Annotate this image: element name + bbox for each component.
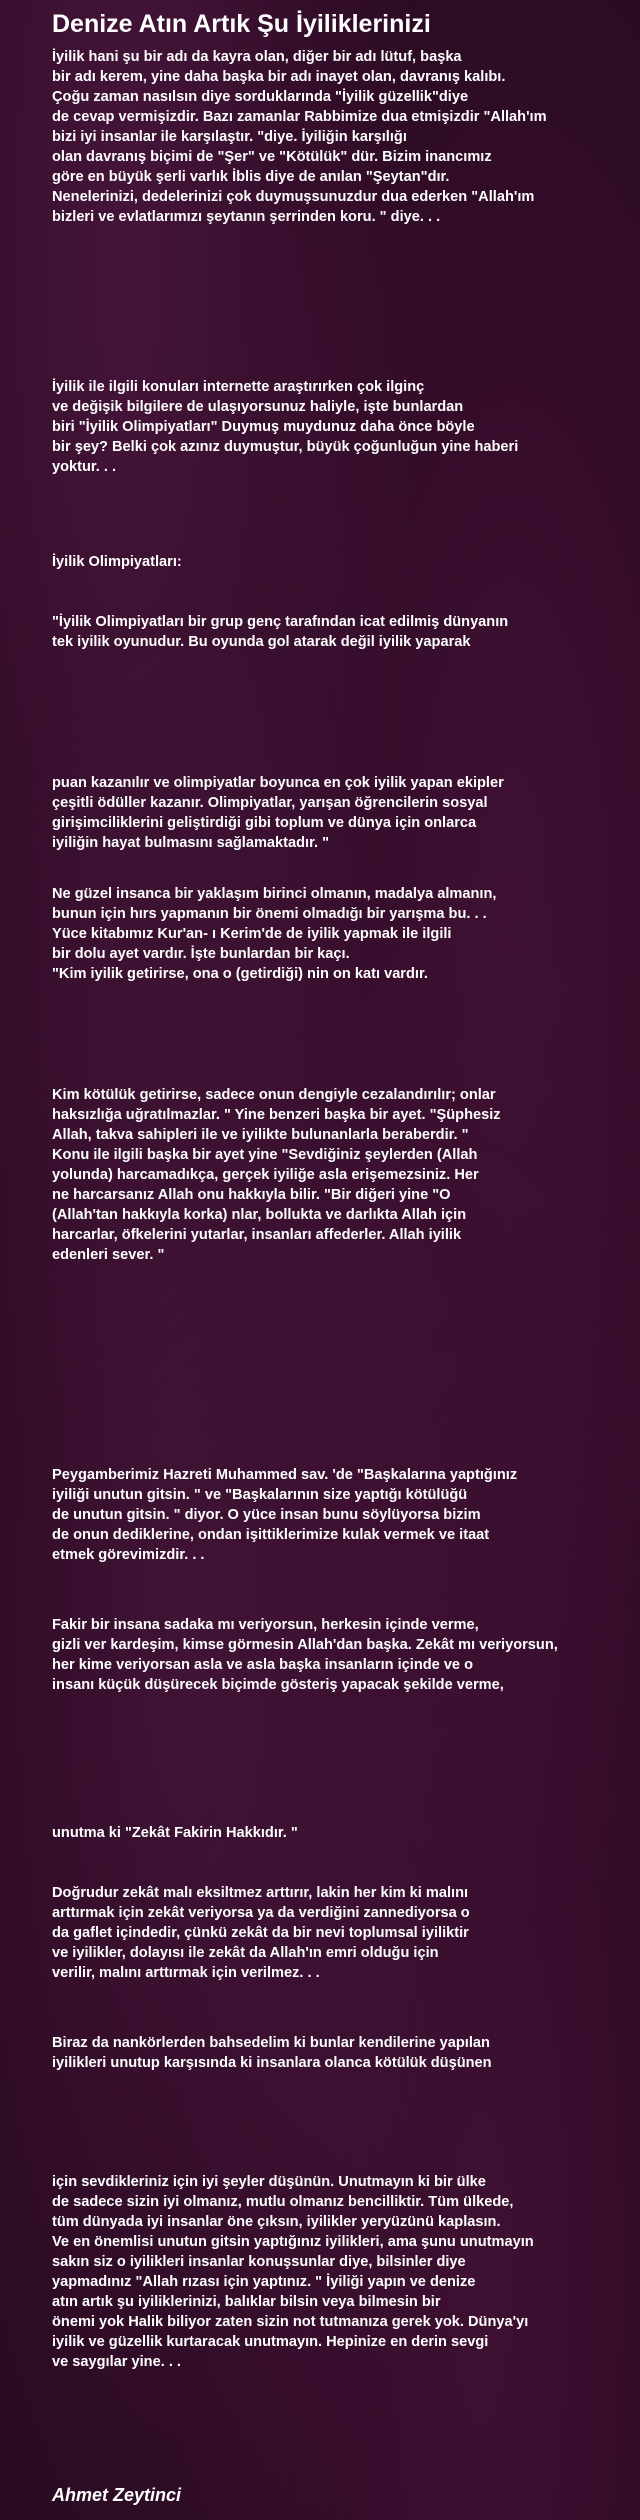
text-line: Allah, takva sahipleri ile ve iyilikte bulunanlarla beraberdir. " [52,1127,469,1143]
text-line: göre en büyük şerli varlık İblis diye de anılan "Şeytan"dır. [52,169,450,185]
text-line: de cevap vermişizdir. Bazı zamanlar Rabbimize dua etmişizdir "Allah'ım [52,109,547,125]
text-line: yoktur. . . [52,459,117,475]
text-line: gizli ver kardeşim, kimse görmesin Allah'dan başka. Zekât mı veriyorsun, [52,1637,558,1653]
paragraph [52,552,632,572]
paragraph [52,1085,632,1265]
text-line: ne harcarsanız Allah onu hakkıyla bilir. "Bir diğeri yine "O [52,1187,451,1203]
text-line: ve değişik bilgilere de ulaşıyorsunuz haliyle, işte bunlardan [52,399,464,415]
text-line: bir dolu ayet vardır. İşte bunlardan bir kaçı. [52,946,350,962]
paragraph [52,1465,632,1565]
text-line: İyilik hani şu bir adı da kayra olan, diğer bir adı lütuf, başka [52,49,462,65]
text-line: Fakir bir insana sadaka mı veriyorsun, herkesin içinde verme, [52,1617,479,1633]
text-line: her kime veriyorsan asla ve asla başka insanların içinde ve o [52,1657,474,1673]
text-line: Kim kötülük getirirse, sadece onun dengiyle cezalandırılır; onlar [52,1087,496,1103]
paragraph [52,47,632,227]
text-line: yolunda) harcamadıkça, gerçek iyiliğe asla erişemezsiniz. Her [52,1167,479,1183]
text-line: Peygamberimiz Hazreti Muhammed sav. 'de "Başkalarına yaptığınız [52,1467,518,1483]
text-line: verilir, malını arttırmak için verilmez. . . [52,1965,320,1981]
text-line: bir şey? Belki çok azınız duymuştur, büyük çoğunluğun yine haberi [52,439,519,455]
paragraph [52,1615,632,1695]
text-line: girişimciliklerini geliştirdiği gibi toplum ve dünya için onlarca [52,815,477,831]
text-line: insanı küçük düşürecek biçimde gösteriş yapacak şekilde verme, [52,1677,504,1693]
text-line: yapmadınız "Allah rızası için yaptınız. " İyiliği yapın ve denize [52,2274,476,2290]
text-line: haksızlığa uğratılmazlar. " Yine benzeri başka bir ayet. "Şüphesiz [52,1107,501,1123]
paragraph [52,1823,632,1843]
text-line: İyilik ile ilgili konuları internette araştırırken çok ilginç [52,379,425,395]
text-line: atın artık şu iyiliklerinizi, balıklar bilsin veya bilmesin bir [52,2294,441,2310]
text-line: tek iyilik oyunudur. Bu oyunda gol atarak değil iyilik yaparak [52,634,471,650]
text-line: bir adı kerem, yine daha başka bir adı inayet olan, davranış kalıbı. [52,69,506,85]
paragraph [52,884,632,984]
text-line: de unutun gitsin. " diyor. O yüce insan bunu söylüyorsa bizim [52,1507,481,1523]
text-line: Konu ile ilgili başka bir ayet yine "Sevdiğiniz şeylerden (Allah [52,1147,478,1163]
text-line: (Allah'tan hakkıyla korka) nlar, bollukta ve darlıkta Allah için [52,1207,467,1223]
text-line: da gaflet içindedir, çünkü zekât da bir nevi toplumsal iyiliktir [52,1925,469,1941]
paragraph [52,2033,632,2073]
text-line: edenleri sever. " [52,1247,165,1263]
text-line: "İyilik Olimpiyatları bir grup genç tarafından icat edilmiş dünyanın [52,614,509,630]
paragraph [52,612,632,652]
text-line: iyilikleri unutup karşısında ki insanlara olanca kötülük düşünen [52,2055,492,2071]
text-line: tüm dünyada iyi insanlar öne çıksın, iyilikler yeryüzünü kaplasın. [52,2214,501,2230]
text-line: bunun için hırs yapmanın bir önemi olmadığı bir yarışma bu. . . [52,906,487,922]
text-line: Nenelerinizi, dedelerinizi çok duymuşsunuzdur dua ederken "Allah'ım [52,189,535,205]
text-line: Ve en önemlisi unutun gitsin yaptığınız iyilikleri, ama şunu unutmayın [52,2234,534,2250]
text-line: İyilik Olimpiyatları: [52,554,182,570]
text-line: çeşitli ödüller kazanır. Olimpiyatlar, yarışan öğrencilerin sosyal [52,795,488,811]
text-line: iyilik ve güzellik kurtaracak unutmayın. Hepinize en derin sevgi [52,2334,489,2350]
text-line: puan kazanılır ve olimpiyatlar boyunca en çok iyilik yapan ekipler [52,775,504,791]
text-line: Doğrudur zekât malı eksiltmez arttırır, lakin her kim ki malını [52,1885,469,1901]
text-line: önemi yok Halik biliyor zaten sizin not tutmanıza gerek yok. Dünya'yı [52,2314,529,2330]
text-line: biri "İyilik Olimpiyatları" Duymuş muydunuz daha önce böyle [52,419,475,435]
text-line: Yüce kitabımız Kur'an- ı Kerim'de de iyilik yapmak ile ilgili [52,926,452,942]
text-line: etmek görevimizdir. . . [52,1547,205,1563]
text-line: bizi iyi insanlar ile karşılaştır. "diye. İyiliğin karşılığı [52,129,407,145]
text-line: "Kim iyilik getirirse, ona o (getirdiği) nin on katı vardır. [52,966,428,982]
text-line: arttırmak için zekât veriyorsa ya da verdiğini zannediyorsa o [52,1905,470,1921]
text-line: olan davranış biçimi de "Şer" ve "Kötülük" dür. Bizim inancımız [52,149,492,165]
text-line: de sadece sizin iyi olmanız, mutlu olmanız bencilliktir. Tüm ülkede, [52,2194,514,2210]
text-line: ve iyilikler, dolayısı ile zekât da Allah'ın emri olduğu için [52,1945,439,1961]
author-name: Ahmet Zeytinci [52,2485,182,2505]
text-line: Ne güzel insanca bir yaklaşım birinci olmanın, madalya almanın, [52,886,497,902]
text-line: Çoğu zaman nasılsın diye sorduklarında "İyilik güzellik"diye [52,89,469,105]
text-line: için sevdikleriniz için iyi şeyler düşünün. Unutmayın ki bir ülke [52,2174,486,2190]
text-line: harcarlar, öfkelerini yutarlar, insanları affederler. Allah iyilik [52,1227,462,1243]
text-line: iyiliğin hayat bulmasını sağlamaktadır. " [52,835,329,851]
text-line: iyiliği unutun gitsin. " ve "Başkalarının size yaptığı kötülüğü [52,1487,468,1503]
paragraph [52,773,632,853]
text-line: unutma ki "Zekât Fakirin Hakkıdır. " [52,1825,298,1841]
text-line: ve saygılar yine. . . [52,2354,181,2370]
paragraph [52,1883,632,1983]
paragraph [52,2172,632,2372]
text-line: sakın siz o iyilikleri insanlar konuşsunlar diye, bilsinler diye [52,2254,466,2270]
text-line: bizleri ve evlatlarımızı şeytanın şerrinden koru. " diye. . . [52,209,441,225]
text-line: Biraz da nankörlerden bahsedelim ki bunlar kendilerine yapılan [52,2035,490,2051]
poem-title: Denize Atın Artık Şu İyiliklerinizi [52,10,431,38]
paragraph [52,377,632,477]
text-line: de onun dediklerine, ondan işittiklerimize kulak vermek ve itaat [52,1527,490,1543]
